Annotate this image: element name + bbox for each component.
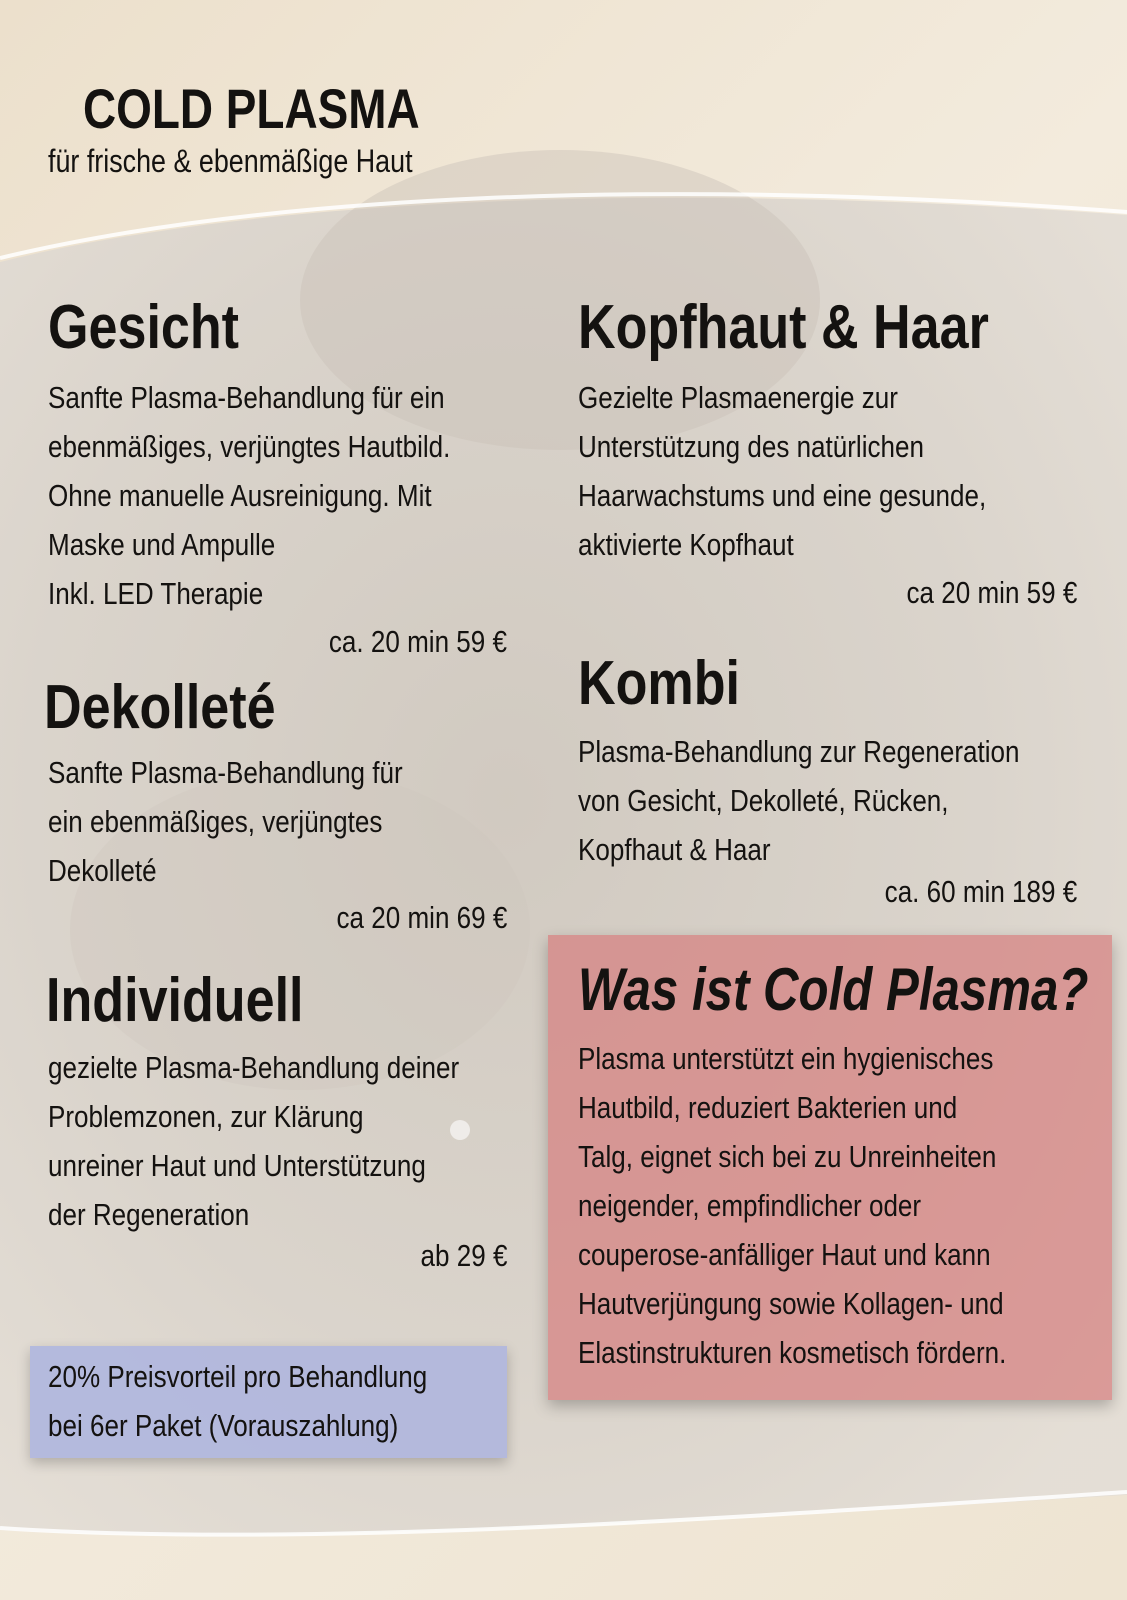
promo-text: 20% Preisvorteil pro Behandlung bei 6er Paket (Vorauszahlung) (48, 1359, 428, 1443)
treatment-description: Gezielte Plasmaenergie zur Unterstützung des natürlichen Haarwachstums und eine gesunde, aktivierte Kopfhaut (578, 380, 987, 562)
info-text: Plasma unterstützt ein hygienisches Hautbild, reduziert Bakterien und Talg, eignet sich bei zu Unreinheiten neigender, empfindlicher oder couperose-anfälliger Haut und kann Hautverjüngung sowie Kollagen- und Elastinstrukturen kosmetisch fördern. (578, 1041, 1007, 1370)
treatment-title: Individuell (46, 966, 304, 1035)
treatment-title: Gesicht (48, 293, 240, 362)
treatment-description: Sanfte Plasma-Behandlung für ein ebenmäßiges, verjüngtes Hautbild. Ohne manuelle Ausreinigung. Mit Maske und Ampulle Inkl. LED Therapie (48, 380, 451, 611)
treatment-price: ca. 20 min 59 € (328, 624, 507, 659)
page-subtitle: für frische & ebenmäßige Haut (48, 143, 413, 179)
treatment-price: ca 20 min 59 € (906, 575, 1077, 610)
treatment-description: gezielte Plasma-Behandlung deiner Problemzonen, zur Klärung unreiner Haut und Unterstützung der Regeneration (48, 1050, 460, 1232)
treatment-price: ca. 60 min 189 € (884, 874, 1077, 909)
treatment-description: Sanfte Plasma-Behandlung für ein ebenmäßiges, verjüngtes Dekolleté (48, 755, 403, 888)
treatment-title: Dekolleté (44, 673, 276, 742)
treatment-title: Kombi (578, 649, 741, 718)
treatment-price: ab 29 € (420, 1238, 507, 1273)
treatment-description: Plasma-Behandlung zur Regeneration von Gesicht, Dekolleté, Rücken, Kopfhaut & Haar (578, 734, 1020, 867)
info-title: Was ist Cold Plasma? (578, 956, 1089, 1023)
page-title: COLD PLASMA (82, 77, 420, 140)
treatment-price: ca 20 min 69 € (336, 900, 507, 935)
treatment-title: Kopfhaut & Haar (578, 293, 989, 362)
